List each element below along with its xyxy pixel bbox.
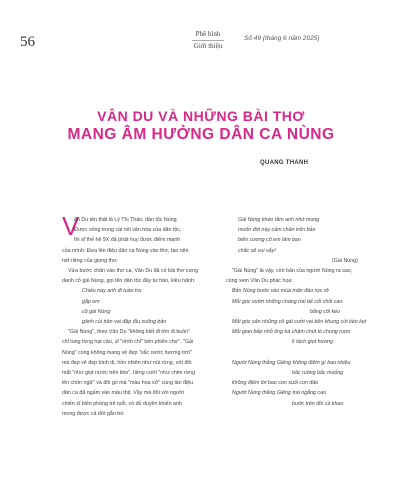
- text-line: Mỗi gian bếp nhỏ ông bà chậm chút lò chung rượu: [232, 329, 351, 336]
- author-byline: QUANG THANH: [260, 160, 309, 166]
- text-line: mong được cả đời gắn bó:: [62, 410, 125, 417]
- text-line: [226, 348, 378, 358]
- text-line: nét riêng của giọng thơ.: [62, 257, 118, 264]
- text-line: "Gái Nùng" là vậy, còn bản của người Nùng ra sao,: [232, 268, 353, 275]
- issue-info: Số 49 (tháng 6 năm 2025): [244, 35, 320, 42]
- text-line: Nùng" cùng không mang vẻ đẹp "sắc nước hương trời": [62, 349, 192, 356]
- article-title-line-2: MANG ÂM HƯỞNG DÂN CA NÙNG: [67, 126, 335, 143]
- text-line: "Gái Nùng", theo Vân Du "không biết đi tớn đi buồn": [68, 329, 191, 336]
- text-line: chiến sĩ biên phòng trẻ tuổi, có đủ duyên khiến anh: [62, 400, 182, 407]
- right-column: [226, 215, 378, 409]
- text-line: bằng cối kéo: [310, 308, 341, 315]
- text-line: thi sĩ thế hệ 9X đã phát huy được điểm mạnh: [74, 237, 181, 244]
- text-line: lên chồn ngữ" và đôi gò má "màu hoa sở" cùng làn điệu: [62, 380, 194, 387]
- page-number: 56: [20, 34, 35, 50]
- text-line: muốn đời này cầm chân trên bản: [238, 227, 316, 234]
- text-line: (Gái Nùng): [332, 257, 358, 264]
- text-line: ân Du tên thật là Lý Thị Thảo, dân tộc Nùng.: [74, 217, 179, 223]
- drop-cap: V: [62, 211, 80, 241]
- text-line: chỉ tung từng hạt câu, sĩ "nhởi chỉ" bên phiên chợ". "Gái: [62, 339, 194, 346]
- section-line-2: Giới thiệu: [193, 42, 223, 50]
- text-line: Bản Nùng bước vào mùa mận đào rực rỡ: [232, 288, 329, 295]
- text-line: Được sống trong cái nôi văn hóa của dân tộc,: [74, 227, 182, 234]
- text-line: bấc ruồng bắc muống: [292, 370, 344, 377]
- text-line: chắc sẽ vui vẩy!: [238, 247, 276, 254]
- text-line: cùng xem Vân Du phác họa:: [226, 278, 293, 285]
- text-line: biên cương cô em làm bạn: [238, 237, 301, 244]
- section-line-1: Phê bình: [195, 30, 221, 38]
- text-line: cô gái Nùng: [82, 308, 111, 315]
- text-line: gặp em: [82, 298, 100, 305]
- left-column: [62, 211, 218, 419]
- text-line: mà đẹp vẻ đẹp bình dị, hồn nhiên như núi rừng, với đôi: [62, 359, 192, 366]
- text-line: Gái Nùng khéo tăm anh nhớ mong: [238, 217, 320, 223]
- text-line: dân ca đã ngấm vào máu thịt. Vậy mà đôi với người: [62, 390, 185, 397]
- text-line: Vừa bước chân vào thơ ca, Vân Du đã có bài thơ xưng: [68, 268, 199, 275]
- text-line: Mỗi góc vườn những chàng trai bế cối chối cao: [232, 298, 343, 305]
- text-line: không điếm lời bao con suối con đào: [232, 380, 319, 387]
- text-line: danh cô gái Nùng, gọi tên dân tộc đầy tự hào, kiêu hãnh:: [62, 278, 196, 285]
- text-line: mắt "như giọt nước trên khe", tiếng cười "như chim rừng: [62, 370, 196, 377]
- text-line: gánh củi trên vai đập đìu xuống bản: [82, 319, 167, 326]
- text-line: Mỗi góc sân những cô gái cười vai bên khung cửi kéo kẹt: [232, 319, 367, 326]
- section-label: [192, 30, 224, 51]
- text-line: Người Nùng thắng Giêng trai ngẳng cao: [232, 390, 327, 397]
- text-line: Chiều nay anh đi tuần tra: [82, 288, 142, 295]
- section-divider: [192, 40, 224, 41]
- article-title-line-1: VÂN DU VÀ NHỮNG BÀI THƠ: [97, 108, 305, 124]
- text-line: bước trên đồi cà khao: [292, 400, 344, 407]
- text-line: lì tách giọt hương: [292, 339, 334, 346]
- text-line: Người Nùng thắng Giêng không điếm gì bao nhiêu: [232, 359, 351, 366]
- text-line: của mình: Đưa lên điệu dân ca Nùng vào thơ, tạo nên: [62, 247, 189, 254]
